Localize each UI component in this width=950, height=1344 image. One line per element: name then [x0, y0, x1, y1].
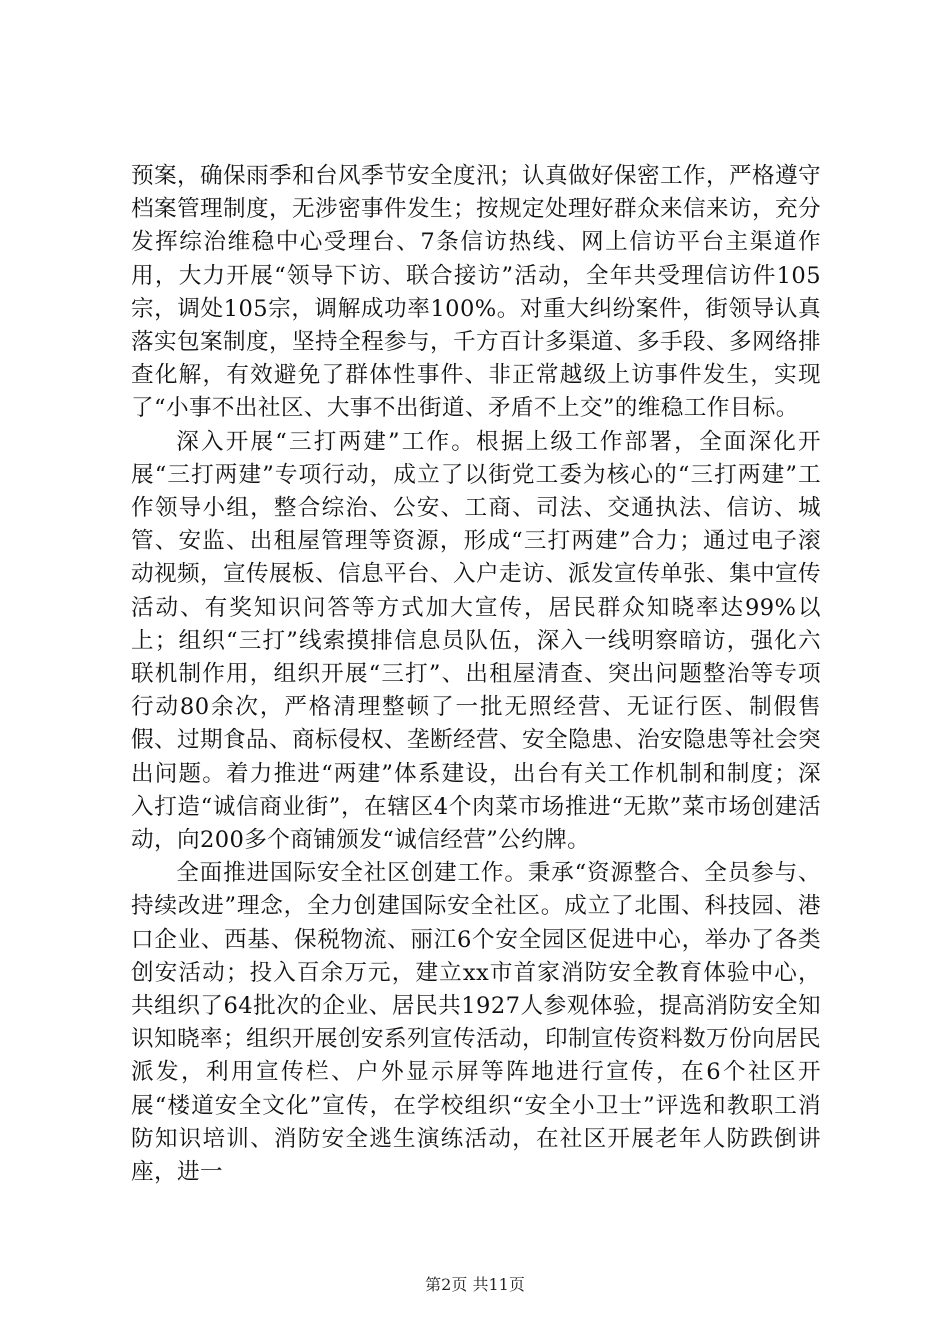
page-total: 共11页 — [472, 1275, 525, 1294]
paragraph-2: 深入开展“三打两建”工作。根据上级工作部署，全面深化开展“三打两建”专项行动，成立了以街党工委为核心的“三打两建”工作领导小组，整合综治、公安、工商、司法、交通执法、信访、城管、安监、出租屋管理等资源，形成“三打两建”合力；通过电子滚动视频，宣传展板、信息平台、入户走访、派发宣传单张、集中宣传活动、有奖知识问答等方式加大宣传，居民群众知晓率达99%以上；组织“三打”线索摸排信息员队伍，深入一线明察暗访，强化六联机制作用，组织开展“三打”、出租屋清查、突出问题整治等专项行动80余次，严格清理整顿了一批无照经营、无证行医、制假售假、过期食品、商标侵权、垄断经营、安全隐患、治安隐患等社会突出问题。着力推进“两建”体系建设，出台有关工作机制和制度；深入打造“诚信商业街”，在辖区4个肉菜市场推进“无欺”菜市场创建活动，向200多个商铺颁发“诚信经营”公约牌。 — [131, 428, 821, 854]
document-body — [131, 160, 821, 1189]
page-number: 第2页 — [425, 1275, 468, 1294]
paragraph-3: 全面推进国际安全社区创建工作。秉承“资源整合、全员参与、持续改进”理念，全力创建国际安全社区。成立了北围、科技园、港口企业、西基、保税物流、丽江6个安全园区促进中心，举办了各类创安活动；投入百余万元，建立xx市首家消防安全教育体验中心，共组织了64批次的企业、居民共1927人参观体验，提高消防安全知识知晓率；组织开展创安系列宣传活动，印制宣传资料数万份向居民派发，利用宣传栏、户外显示屏等阵地进行宣传，在6个社区开展“楼道安全文化”宣传，在学校组织“安全小卫士”评选和教职工消防知识培训、消防安全逃生演练活动，在社区开展老年人防跌倒讲座，进一 — [131, 860, 822, 1186]
page-footer — [0, 1272, 950, 1295]
paragraph-1: 预案，确保雨季和台风季节安全度汛；认真做好保密工作，严格遵守档案管理制度，无涉密事件发生；按规定处理好群众来信来访，充分发挥综治维稳中心受理台、7条信访热线、网上信访平台主渠道作用，大力开展“领导下访、联合接访”活动，全年共受理信访件105宗，调处105宗，调解成功率100%。对重大纠纷案件，街领导认真落实包案制度，坚持全程参与，千方百计多渠道、多手段、多网络排查化解，有效避免了群体性事件、非正常越级上访事件发生，实现了“小事不出社区、大事不出街道、矛盾不上交”的维稳工作目标。 — [131, 163, 821, 422]
